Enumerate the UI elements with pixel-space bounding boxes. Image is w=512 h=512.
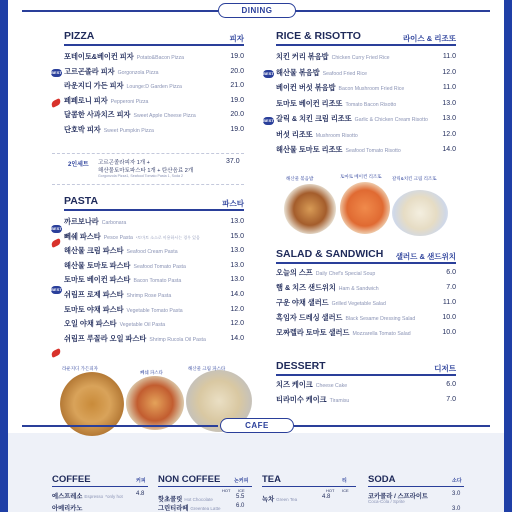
item-english: Ham & Sandwich: [338, 286, 379, 292]
tea-hot-label: HOT: [326, 488, 335, 493]
item-price: 7.0: [446, 396, 456, 403]
item-price: 13.0: [230, 247, 244, 255]
item-name: 해산물 토마토 리조또: [276, 145, 343, 154]
coffee-item-2: 아메리카노: [52, 505, 83, 512]
item-english: Tiramisu: [329, 398, 350, 404]
best-badge-gorgonzola: BEST: [51, 70, 62, 75]
item-english: Mozzarella Tomato Salad: [352, 331, 411, 337]
noncoffee-ko: 논커피: [234, 478, 249, 484]
noncoffee-hot-label: HOT: [222, 488, 231, 493]
item-english: Shrimp Rose Pasta: [126, 293, 172, 299]
item-name: 뻬쉐 파스타: [64, 231, 101, 241]
rice-item: [276, 113, 456, 124]
item-name: 토마토 베이컨 파스타: [64, 275, 131, 285]
item-name: 단호박 피자: [64, 124, 101, 134]
pizza-title: PIZZA: [64, 30, 95, 42]
item-english: Gorgonzola Pizza: [117, 69, 159, 76]
item-price: 20.0: [230, 111, 244, 118]
item-english: Sweet Apple Cheese Pizza: [133, 113, 196, 119]
dining-rule-left: [22, 10, 218, 12]
item-english: Cheese Cake: [315, 383, 348, 389]
salad-title: SALAD & SANDWICH: [276, 248, 384, 260]
item-price: 21.0: [230, 82, 244, 89]
item-price: 19.0: [230, 125, 244, 133]
rice-photo-caption-1: 해산물 볶음밥: [286, 176, 314, 181]
item-english: Garlic & Chicken Cream Risotto: [354, 117, 428, 123]
item-name: 라운지디 가든 피자: [64, 81, 124, 90]
item-name: 고르곤졸라 피자: [64, 66, 115, 76]
item-english: Seafood Tomato Pasta: [133, 263, 186, 270]
soda-item-1-en: Coca-Cola / Sprite: [368, 499, 405, 504]
item-price: 19.0: [230, 96, 244, 104]
item-name: 토마토 야채 파스타: [64, 304, 124, 314]
item-price: 13.0: [230, 218, 244, 225]
salad-item: [276, 282, 456, 293]
set-line2: 해산물토마토파스타 1개 + 탄산음료 2개: [98, 168, 194, 174]
item-name: 포테이토&베이컨 피자: [64, 52, 134, 61]
salad-item: [276, 312, 456, 323]
item-price: 13.0: [230, 261, 244, 269]
item-english: Seafood Tomato Risotto: [345, 148, 401, 154]
item-price: 19.0: [230, 53, 244, 60]
item-english: Daily Chef's Special Soup: [315, 271, 376, 277]
rice-item: [276, 51, 456, 62]
best-badge-seafood-rice: BEST: [263, 71, 274, 76]
pasta-item: [64, 260, 244, 271]
item-english: Shrimp Rucola Oil Pasta: [149, 336, 206, 343]
dining-rule-right: [294, 10, 490, 12]
set-label: 2인세트: [68, 162, 89, 168]
tea-item-1-price: 4.8: [322, 494, 331, 500]
noncoffee-item-2: 그린티라떼 Greentea Latte: [158, 505, 221, 512]
item-english: Mushroom Risotto: [315, 132, 358, 139]
cafe-rule-right: [294, 425, 490, 427]
best-badge-carbonara: BEST: [51, 226, 62, 231]
coffee-rule: [52, 486, 148, 487]
coffee-title: COFFEE: [52, 474, 91, 485]
best-badge-bacon-tomato: BEST: [51, 287, 62, 292]
coffee-item-1: 에스프레소 Espresso *only hot: [52, 493, 123, 500]
pasta-item: [64, 216, 244, 227]
soda-title: SODA: [368, 474, 396, 485]
noncoffee-item-2-price: 6.0: [236, 503, 245, 509]
salad-rule: [276, 262, 456, 264]
item-price: 10.0: [442, 314, 456, 321]
rice-ko-title: 라이스 & 리조또: [402, 34, 456, 43]
item-english: Pepperoni Pizza: [110, 98, 149, 105]
item-name: 쉬림프 로제 파스타: [64, 290, 124, 299]
item-price: 13.0: [230, 276, 244, 284]
rice-item: [276, 82, 456, 93]
item-name: 오일 야채 파스타: [64, 319, 117, 329]
salad-item: [276, 327, 456, 338]
item-english: Sweet Pumpkin Pizza: [103, 127, 154, 134]
set-divider-bottom: [52, 184, 244, 185]
pasta-item: [64, 245, 244, 256]
set-price: 37.0: [226, 158, 240, 165]
pizza-item: [64, 51, 244, 62]
rice-rule: [276, 44, 456, 46]
cafe-panel: [8, 433, 504, 512]
item-english: Tomato Bacon Risotto: [345, 101, 397, 108]
item-name: 오늘의 스프: [276, 268, 313, 277]
item-english: Pesce Pasta: [103, 234, 133, 241]
item-english: Chicken Curry Fried Rice: [331, 55, 390, 61]
pasta-title: PASTA: [64, 195, 99, 207]
dessert-ko-title: 디저트: [434, 364, 456, 373]
item-name: 베이컨 버섯 볶음밥: [276, 83, 336, 92]
dining-pill: DINING: [218, 3, 296, 18]
item-english: Vegetable Oil Pasta: [119, 322, 166, 329]
item-price: 6.0: [446, 381, 456, 388]
cafe-rule-left: [22, 425, 218, 427]
item-name: 치즈 케이크: [276, 380, 313, 389]
best-badge-garlic-risotto: BEST: [263, 118, 274, 123]
item-name: 해산물 크림 파스타: [64, 246, 124, 256]
pasta-item: [64, 231, 244, 242]
item-name: 모짜렐라 토마토 샐러드: [276, 328, 350, 337]
pesce-pasta-photo: [126, 376, 184, 430]
coffee-ko: 커피: [136, 478, 146, 484]
rice-item: [276, 144, 456, 155]
item-note: *토마토 소스로 이용하시는 경우 있음: [135, 234, 200, 240]
rice-item: [276, 129, 456, 140]
pizza-item: [64, 109, 244, 120]
item-english: Lounge:D Garden Pizza: [126, 84, 182, 90]
item-english: Black Sesame Dressing Salad: [345, 316, 416, 322]
dessert-item: [276, 394, 456, 405]
pizza-item: [64, 66, 244, 77]
item-price: 14.0: [230, 334, 244, 342]
item-price: 12.0: [230, 320, 244, 328]
soda-item-1: 코카콜라 / 스프라이트: [368, 493, 428, 500]
item-name: 버섯 리조또: [276, 129, 313, 139]
rice-photo-caption-3: 갈릭&치킨 크림 리조또: [392, 176, 437, 181]
item-name: 햄 & 치즈 샌드위치: [276, 283, 336, 292]
tomato-risotto-photo: [340, 182, 390, 234]
cafe-pill: CAFE: [220, 418, 294, 433]
pasta-item: [64, 318, 244, 329]
item-price: 20.0: [230, 67, 244, 75]
item-name: 달콤한 사과치즈 피자: [64, 110, 131, 119]
item-english: Potato&Bacon Pizza: [136, 55, 184, 61]
salad-item: [276, 267, 456, 278]
pizza-item: [64, 95, 244, 106]
item-name: 티라미수 케이크: [276, 395, 327, 404]
item-name: 해산물 토마토 파스타: [64, 260, 131, 270]
item-price: 12.0: [230, 305, 244, 313]
tea-item-1: 녹차 Green Tea: [262, 496, 298, 503]
item-price: 12.0: [442, 68, 456, 76]
tea-title: TEA: [262, 474, 281, 485]
set-line1: 고르곤졸라피자 1개 +: [98, 160, 150, 166]
pasta-item: [64, 333, 244, 344]
rice-title: RICE & RISOTTO: [276, 30, 361, 42]
tea-rule: [262, 486, 356, 487]
item-price: 11.0: [442, 53, 456, 60]
noncoffee-ice-label: ICE: [238, 488, 245, 493]
soda-item-2-price: 3.0: [452, 506, 461, 512]
item-price: 10.0: [442, 329, 456, 336]
item-price: 6.0: [446, 269, 456, 276]
rice-item: [276, 98, 456, 109]
item-price: 13.0: [442, 115, 456, 122]
item-price: 13.0: [442, 99, 456, 107]
item-name: 쉬림프 루꼴라 오일 파스타: [64, 333, 147, 343]
item-name: 흑임자 드레싱 샐러드: [276, 313, 343, 322]
salad-ko-title: 샐러드 & 샌드위치: [395, 252, 456, 261]
noncoffee-title: NON COFFEE: [158, 474, 221, 485]
pasta-item: [64, 289, 244, 300]
noncoffee-item-1-price: 5.5: [236, 494, 245, 500]
item-english: Seafood Cream Pasta: [126, 249, 178, 256]
item-name: 구운 야채 샐러드: [276, 298, 329, 307]
soda-item-1-price: 3.0: [452, 491, 461, 497]
pasta-rule: [64, 209, 244, 211]
item-name: 까르보나라: [64, 217, 99, 226]
coffee-item-1-price: 4.8: [136, 491, 145, 497]
pizza-item: [64, 124, 244, 135]
seafood-rice-photo: [284, 184, 336, 234]
item-price: 11.0: [442, 84, 456, 91]
cream-risotto-photo: [392, 190, 448, 236]
pasta-photo-caption-3: 해산물 크림 파스타: [188, 366, 226, 371]
item-price: 15.0: [230, 232, 244, 240]
item-name: 치킨 커리 볶음밥: [276, 52, 329, 61]
tea-ko: 티: [342, 478, 347, 484]
item-name: 토마토 베이컨 리조또: [276, 98, 343, 108]
item-english: Grilled Vegetable Salad: [331, 301, 386, 307]
item-english: Seafood Fried Rice: [322, 70, 368, 77]
set-en: Gorgonzola Pizza1, Seafood Tomato Pasta 1, Soda 2: [98, 174, 184, 178]
rice-photo-caption-2: 토마토 베이컨 리조또: [340, 174, 382, 179]
item-name: 해산물 볶음밥: [276, 67, 320, 77]
item-price: 7.0: [446, 284, 456, 291]
dessert-title: DESSERT: [276, 360, 326, 372]
dessert-rule: [276, 374, 456, 376]
tea-ice-label: ICE: [342, 488, 349, 493]
set-divider-top: [52, 153, 244, 154]
item-name: 페페로니 피자: [64, 95, 108, 105]
pasta-ko-title: 파스타: [222, 199, 244, 208]
item-name: 갈릭 & 치킨 크림 리조또: [276, 114, 352, 123]
pasta-item: [64, 304, 244, 315]
pizza-item: [64, 80, 244, 91]
pasta-photo-caption-1: 라운지디 가든피자: [62, 366, 99, 371]
item-english: Bacon Tomato Pasta: [133, 278, 182, 285]
noncoffee-item-1: 핫초콜릿 Hot Chocolate: [158, 496, 213, 503]
pasta-photo-caption-2: 뻬쉐 파스타: [140, 370, 163, 375]
soda-rule: [368, 486, 464, 487]
rice-item: [276, 67, 456, 78]
item-price: 12.0: [442, 130, 456, 138]
pizza-rule: [64, 44, 244, 46]
item-english: Vegetable Tomato Pasta: [126, 307, 183, 314]
item-english: Carbonara: [101, 220, 127, 226]
noncoffee-rule: [158, 486, 252, 487]
item-price: 14.0: [442, 146, 456, 153]
soda-ko: 소다: [452, 478, 462, 484]
salad-item: [276, 297, 456, 308]
dessert-item: [276, 379, 456, 390]
item-price: 14.0: [230, 291, 244, 298]
item-english: Bacon Mushroom Fried Rice: [338, 86, 405, 92]
pasta-item: [64, 274, 244, 285]
item-price: 11.0: [442, 299, 456, 306]
pizza-ko-title: 피자: [229, 34, 244, 43]
